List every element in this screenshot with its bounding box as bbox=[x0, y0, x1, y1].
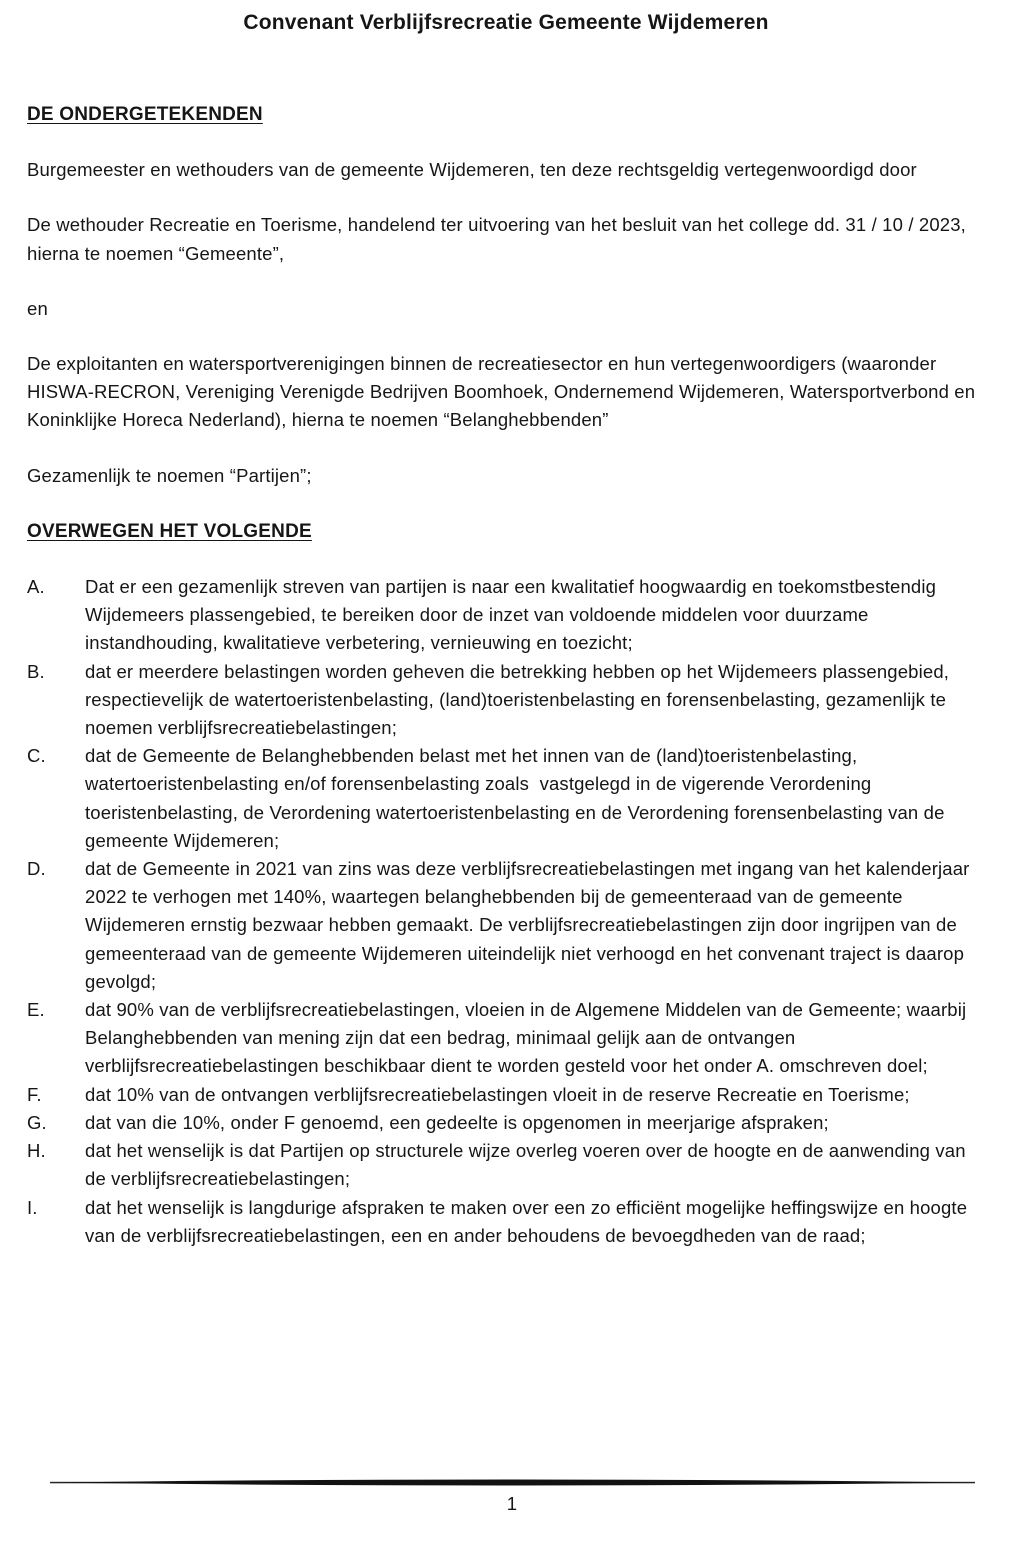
item-letter: E. bbox=[27, 999, 45, 1021]
item-text: dat het wenselijk is dat Partijen op structurele wijze overleg voeren over de hoogte en de aanwending van de verblijfsrecreatiebelastingen; bbox=[85, 1140, 971, 1190]
footer-rule bbox=[50, 1478, 975, 1488]
item-text: dat 90% van de verblijfsrecreatiebelastingen, vloeien in de Algemene Middelen van de Gemeente; waarbij Belanghebbenden van mening zijn dat een bedrag, minimaal gelijk aan de ontvangen verblijfsrecreatiebelastingen beschikbaar dient te worden gesteld voor het onder A. omschreven doel; bbox=[85, 999, 972, 1077]
consideration-item-f bbox=[27, 1081, 985, 1109]
document-title: Convenant Verblijfsrecreatie Gemeente Wijdemeren bbox=[243, 11, 769, 34]
section-heading-ondergetekenden-wrap bbox=[27, 100, 985, 129]
paragraph-burgemeester: Burgemeester en wethouders van de gemeente Wijdemeren, ten deze rechtsgeldig vertegenwoordigd door bbox=[27, 159, 917, 181]
section-heading-overwegingen: OVERWEGEN HET VOLGENDE bbox=[27, 520, 312, 542]
paragraph-en: en bbox=[27, 297, 48, 319]
item-letter: G. bbox=[27, 1111, 47, 1133]
page-number: 1 bbox=[506, 1493, 518, 1514]
item-letter: D. bbox=[27, 858, 46, 880]
item-text: dat 10% van de ontvangen verblijfsrecreatiebelastingen vloeit in de reserve Recreatie en Toerisme; bbox=[85, 1083, 910, 1105]
consideration-item-i bbox=[27, 1194, 985, 1250]
item-text: dat er meerdere belastingen worden geheven die betrekking hebben op het Wijdemeers plassengebied, respectievelijk de watertoeristenbelasting, (land)toeristenbelasting en forensenbelasting, gezamenlijk te noemen verblijfsrecreatiebelastingen; bbox=[85, 660, 955, 739]
item-text: dat de Gemeente in 2021 van zins was deze verblijfsrecreatiebelastingen met ingang van het kalenderjaar 2022 te verhogen met 140%, waartegen belanghebbenden bij de gemeenteraad van de gemeente Wijdemeren ernstig bezwaar hebben gemaakt. De verblijfsrecreatiebelastingen zijn door ingrijpen van de gemeenteraad van de gemeente Wijdemeren uiteindelijk niet verhoogd en het convenant traject is daarop gevolgd; bbox=[85, 858, 975, 992]
item-text: Dat er een gezamenlijk streven van partijen is naar een kwalitatief hoogwaardig en toekomstbestendig Wijdemeers plassengebied, te bereiken door de inzet van voldoende middelen voor duurzame instandhouding, kwalitatieve verbetering, vernieuwing en toezicht; bbox=[85, 576, 942, 654]
consideration-list bbox=[27, 573, 985, 1250]
consideration-item-g bbox=[27, 1109, 985, 1137]
item-text: dat van die 10%, onder F genoemd, een gedeelte is opgenomen in meerjarige afspraken; bbox=[85, 1111, 829, 1133]
paragraph-wethouder: De wethouder Recreatie en Toerisme, handelend ter uitvoering van het besluit van het college dd. 31 / 10 / 2023, hierna te noemen “Gemeente”, bbox=[27, 214, 972, 264]
paragraph-partijen: Gezamenlijk te noemen “Partijen”; bbox=[27, 464, 312, 486]
consideration-item-e bbox=[27, 996, 985, 1081]
item-letter: C. bbox=[27, 745, 46, 767]
item-letter: H. bbox=[27, 1140, 46, 1162]
consideration-item-a bbox=[27, 573, 985, 658]
consideration-item-c bbox=[27, 742, 985, 855]
paragraph-exploitanten: De exploitanten en watersportverenigingen binnen de recreatiesector en hun vertegenwoordigers (waaronder HISWA-RECRON, Vereniging Verenigde Bedrijven Boomhoek, Ondernemend Wijdemeren, Watersportverbond en Koninklijke Horeca Nederland), hierna te noemen “Belanghebbenden” bbox=[27, 353, 981, 431]
section-heading-ondergetekenden: DE ONDERGETEKENDEN bbox=[27, 104, 263, 125]
item-text: dat het wenselijk is langdurige afspraken te maken over een zo efficiënt mogelijke heffingswijze en hoogte van de verblijfsrecreatiebelastingen, een en ander behoudens de bevoegdheden van de raad; bbox=[85, 1196, 973, 1246]
consideration-item-b bbox=[27, 658, 985, 743]
section-ondergetekenden bbox=[27, 100, 985, 490]
item-letter: F. bbox=[27, 1083, 42, 1105]
item-text: dat de Gemeente de Belanghebbenden belast met het innen van de (land)toeristenbelasting, watertoeristenbelasting en/of forensenbelasting zoals vastgelegd in de vigerende Verordening toeristenbelasting, de Verordening watertoeristenbelasting en de Verordening forensenbelasting van de gemeente Wijdemeren; bbox=[85, 745, 950, 851]
section-overwegingen bbox=[27, 517, 985, 1250]
item-letter: I. bbox=[27, 1196, 38, 1218]
item-letter: B. bbox=[27, 660, 45, 682]
page-footer bbox=[0, 1478, 1024, 1517]
consideration-item-h bbox=[27, 1137, 985, 1193]
section-heading-overwegingen-wrap bbox=[27, 517, 985, 546]
consideration-item-d bbox=[27, 855, 985, 996]
item-letter: A. bbox=[27, 576, 45, 598]
